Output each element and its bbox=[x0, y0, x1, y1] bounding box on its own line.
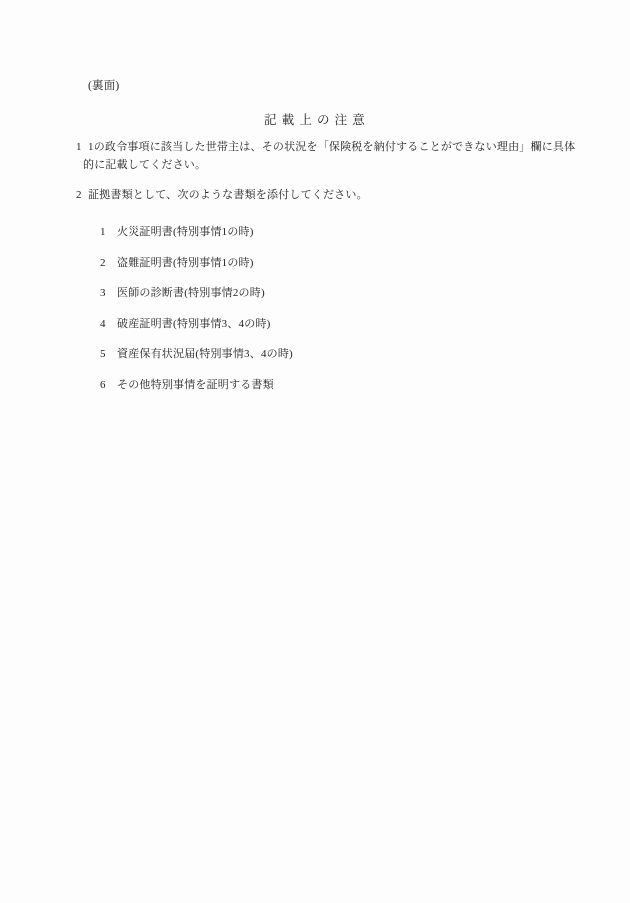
document-number: 3 bbox=[100, 287, 106, 299]
document-list-item bbox=[100, 226, 254, 239]
document-list-item bbox=[100, 379, 274, 392]
document-list-item bbox=[100, 318, 271, 331]
note-item-2 bbox=[76, 189, 368, 202]
document-list-item bbox=[100, 257, 254, 270]
document-number: 1 bbox=[100, 226, 106, 238]
note-text: 証拠書類として、次のような書類を添付してください。 bbox=[88, 189, 368, 201]
document-label: 破産証明書(特別事情3、4の時) bbox=[117, 318, 271, 330]
document-number: 2 bbox=[100, 257, 106, 269]
document-number: 6 bbox=[100, 379, 106, 391]
note-item-1 bbox=[76, 141, 575, 154]
document-label: 火災証明書(特別事情1の時) bbox=[117, 226, 254, 238]
note-number: 2 bbox=[76, 189, 82, 201]
document-number: 4 bbox=[100, 318, 106, 330]
side-label: (裏面) bbox=[88, 80, 120, 92]
document-list-item bbox=[100, 348, 293, 361]
document-label: その他特別事情を証明する書類 bbox=[117, 379, 274, 391]
document-label: 盗難証明書(特別事情1の時) bbox=[117, 257, 254, 269]
document-number: 5 bbox=[100, 348, 106, 360]
page-title: 記 載 上 の 注 意 bbox=[264, 113, 366, 127]
note-number: 1 bbox=[76, 141, 82, 153]
document-list-item bbox=[100, 287, 265, 300]
document-label: 医師の診断書(特別事情2の時) bbox=[117, 287, 265, 299]
note-text: 1の政令事項に該当した世帯主は、その状況を「保険税を納付することができない理由」欄に具体 bbox=[88, 141, 576, 153]
note-item-1-continuation: 的に記載してください。 bbox=[83, 159, 207, 171]
document-label: 資産保有状況届(特別事情3、4の時) bbox=[117, 348, 293, 360]
